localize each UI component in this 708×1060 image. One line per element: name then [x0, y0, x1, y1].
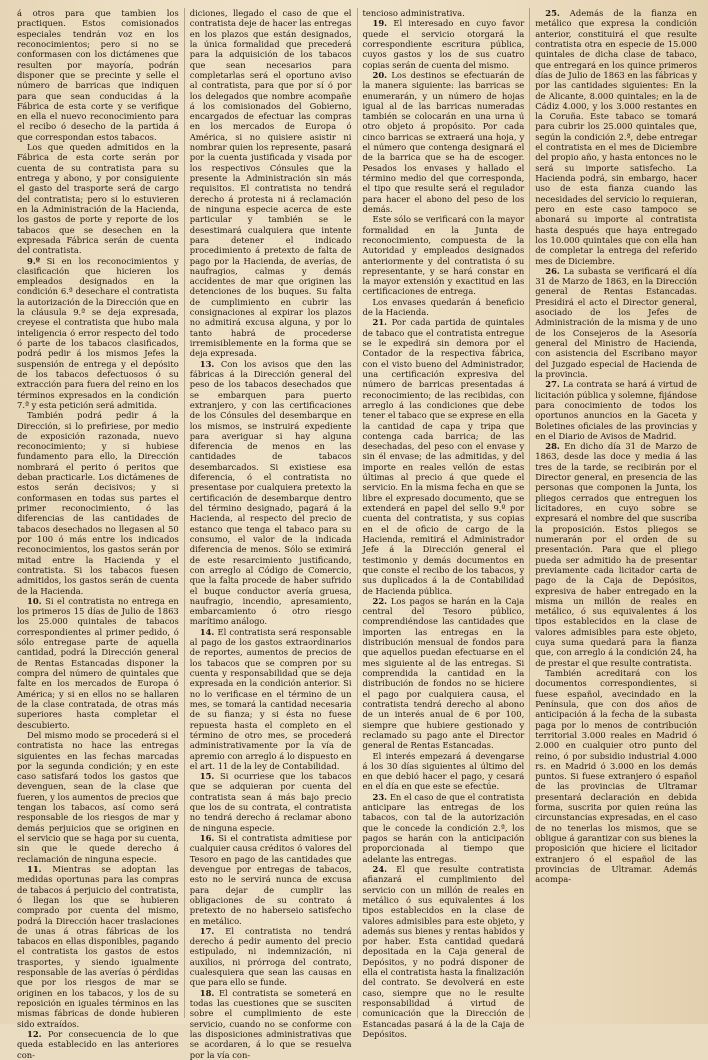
paragraph-text: Si ocurriese que los tabacos que se adquieran por cuenta del contratista sean á más bajo precio que los de su contrata, el contratista no tendrá derecho á reclamar abono de ninguna especie. [189, 771, 352, 833]
paragraph-number: 21. [372, 317, 388, 328]
paragraph [190, 988, 352, 1060]
paragraph-text: También acreditará con los documentos correspondientes, si fuese español, avecindado en la Península, que con dos años de anticipación á la fecha de la subasta paga por lo menos de contribución territorial 3.000 reales en Madrid ó 2.000 en cualquier otro punto del reino, ó por subsidio industrial 4.000 rs. en Madrid ó 3.000 en los demás puntos. Si fuese extranjero ó español de las provincias de Ultramar presentará declaración en debida forma, suscrita por quien reúna las circunstancias expresadas, en el caso de no tenerlas los mismos, que se obligue á garantizar con sus bienes la proposición que hiciere el licitador extranjero ó el español de las provincias de Ultramar. Además acompa- [535, 668, 697, 885]
paragraph [535, 441, 697, 668]
paragraph-text: Los que queden admitidos en la Fábrica de esta corte serán por cuenta de su contratista para su entrega y abono, y por consiguiente el gasto del trasporte será de cargo del contratista; pero si lo estuvieren en la Administración de la Hacienda, los gastos de porte y reporte de los tabacos que se desechen en la expresada Fábrica serán de cuenta del contratista. [17, 142, 179, 256]
paragraph [17, 410, 179, 596]
paragraph-number: 9.º [27, 255, 40, 266]
paragraph-text: El interesado en cuyo favor quede el servicio otorgará la correspondiente escritura pública, cuyos gastos y los de sus cuatro copias serán de cuenta del mismo. [362, 18, 525, 70]
paragraph-number: 28. [545, 441, 560, 452]
paragraph-text: El contratista será responsable al pago de los gastos extraordinarios de reportes, aumentos de precios de los tabacos que se compren por su cuenta y responsabilidad que se deja expresada en la condición anterior. Si no lo verificase en el término de un mes, se tomará la cantidad necesaria de su fianza; y si ésta no fuese repuesta hasta el completo en el término de otro mes, se procederá administrativamente por la vía de apremio con arreglo á lo dispuesto en el art. 11 de la ley de Contabilidad. [189, 626, 352, 771]
column-1 [12, 8, 184, 1060]
paragraph [190, 8, 352, 359]
paragraph-number: 24. [372, 863, 388, 874]
paragraph-text: Los envases quedarán á beneficio de la Hacienda. [362, 296, 525, 318]
paragraph-text: El contratista no tendrá derecho á pedir aumento del precio estipulado, ni indemnización, ni auxilios, ni prórroga del contrato, cualesquiera que sean las causas en que para ello se funde. [189, 925, 352, 988]
paragraph-number: 13. [199, 358, 215, 369]
paragraph-text: En dicho día 31 de Marzo de 1863, desde las doce y media á las tres de la tarde, se recibirán por el Director general, en presencia de las personas que componen la Junta, los pliegos cerrados que entreguen los licitadores, en cuyo sobre se expresará el nombre del que suscriba la proposición. Estos pliegos se numerarán por el orden de su presentación. Para que el pliego pueda ser admitido ha de presentar previamente cada licitador carta de pago de la Caja de Depósitos, expresiva de haber entregado en la misma un millón de reales en metálico, ó sus equivalentes á los tipos establecidos en la clase de valores admisibles para este objeto, cuya suma quedará para la fianza que, con arreglo á la condición 24, ha de prestar el que resulte contratista. [535, 441, 697, 668]
paragraph [363, 864, 525, 1039]
paragraph-text: Si el contratista no entrega en los primeros 15 días de Julio de 1863 los 25.000 quintales de tabacos correspondientes al primer pedido, ó sólo entregase parte de aquella cantidad, podrá la Dirección general de Rentas Estancadas disponer la compra del número de quintales que falte en los mercados de Europa ó América; y si en ellos no se hallaren de la clase contratada, de otras más superiores hasta completar el descubierto. [17, 595, 179, 730]
paragraph-text: diciones, llegado el caso de que el contratista deje de hacer las entregas en los plazos que están designados, la única formalidad que precederá para la adquisición de los tabacos que sean necesarios para completarlas será el oportuno aviso al contratista, para que por sí ó por los delegados que nombre acompañe á los comisionados del Gobierno, encargados de efectuar las compras en los mercados de Europa ó América, si no quisiere asistir ni nombrar quien los represente, pasará por la cuenta justificada y visada por los respectivos Cónsules que la presente la Administración sin más requisitos. El contratista no tendrá derecho á protesta ni á reclamación de ninguna especie acerca de este particular y también se le desestimará cualquiera que intente para detener el indicado procedimiento á pretexto de falta de pago por la Hacienda, de averías, de naufragios, calmas y demás accidentes de mar que originen las detenciones de los buques. Su falta de cumplimiento en cubrir las consignaciones al expirar los plazos no admitirá excusa alguna, y por lo tanto habrá de procederse irremisiblemente en la forma que se deja expresada. [189, 8, 352, 359]
column-3 [357, 8, 530, 1039]
paragraph-text: Los destinos se efectuarán de la manera siguiente: las barricas se enumerarán, y un número de hojas igual al de las barricas numeradas también se colocarán en una urna ú otro objeto á propósito. Por cada cinco barricas se extraerá una hoja, y el número que contenga designará el de la barrica que se ha de escoger. Pesados los envases y hallado el término medio del que corresponda, el tipo que resulte será el regulador para hacer el abono del peso de los demás. [362, 69, 525, 214]
paragraph-text: Además de la fianza en metálico que expresa la condición anterior, constituirá el que resulte contratista otra en especie de 15.000 quintales de dicha clase de tabaco, que entregará en los quince primeros días de Julio de 1863 en las fábricas y por las cantidades siguientes: En la de Alicante, 8.000 quintales; en la de Cádiz 4.000, y los 3.000 restantes en la Coruña. Este tabaco se tomará para cubrir los 25.000 quintales que, según la condición 2.ª, debe entregar el contratista en el mes de Diciembre del propio año, y hasta entonces no le será su importe satisfecho. La Hacienda podrá, sin embargo, hacer uso de esta fianza cuando las necesidades del servicio lo requieran, pero en este caso tampoco se abonará su importe al contratista hasta después que haya entregado los 10.000 quintales que con ella han de completar la entrega del referido mes de Diciembre. [535, 8, 697, 266]
paragraph-text: Si en los reconocimientos y clasificación que hicieren los empleados designados en la condición 6.ª desechare el contratista la autorización de la Dirección que en la cláusula 9.ª se deja expresada, creyese el contratista que hubo mala inteligencia ó error respecto del todo ó parte de los tabacos clasificados, podrá pedir á los mismos Jefes la suspensión de entrega y el depósito de los tabacos defectuosos ó su extracción para fuera del reino en los términos expresados en la condición 7.ª y esta petición será admitida. [17, 255, 179, 410]
paragraph-text: También podrá pedir á la Dirección, si lo prefiriese, por medio de exposición razonada, nuevo reconocimiento; y si hubiese fundamento para ello, la Dirección nombrará el perito ó peritos que deban practicarle. Los dictámenes de estos serán decisivos; y si conformasen en todas sus partes el primer reconocimiento, ó las diferencias de las cantidades de tabacos desechados no llegasen al 50 por 100 ó más entre los indicados reconocimientos, los gastos serán por mitad entre la Hacienda y el contratista. Si los tabacos fuesen admitidos, los gastos serán de cuenta de la Hacienda. [17, 410, 179, 596]
paragraph-text: Por consecuencia de lo que queda establecido en las anteriores con- [17, 1028, 179, 1060]
paragraph-text: La contrata se hará á virtud de licitación pública y solemne, fijándose para conocimiento de todos los oportunos anuncios en la Gaceta y Boletines oficiales de las provincias y en el Diario de Avisos de Madrid. [535, 379, 697, 441]
paragraph [363, 214, 525, 297]
paragraph [363, 297, 525, 318]
paragraph-text: El contratista se someterá en todas las cuestiones que se susciten sobre el cumplimiento de este servicio, cuando no se conforme con las disposiciones administrativas que se acordaren, á lo que se resuelva por la vía con- [189, 987, 352, 1060]
paragraph [363, 8, 525, 18]
paragraph-number: 15. [199, 771, 215, 782]
paragraph [363, 317, 525, 595]
paragraph-text: Del mismo modo se procederá si el contratista no hace las entregas siguientes en las fechas marcadas por la segunda condición; y en este caso satisfará todos los gastos que devenguen, sean de la clase que fueren, y los aumentos de precios que tengan los tabacos, así como será responsable de los riesgos de mar y demás perjuicios que se originen en el servicio que se haga por su cuenta, sin que le quede derecho á reclamación de ninguna especie. [17, 729, 179, 864]
paragraph [17, 1029, 179, 1060]
paragraph [363, 18, 525, 70]
paragraph [535, 668, 697, 885]
paragraph-text: Por cada partida de quintales de tabaco que el contratista entregue se le expedirá sin demora por el Contador de la respectiva fábrica, con el visto bueno del Administrador, una certificación expresiva del número de barricas presentadas á reconocimiento; de las recibidas, con arreglo á las condiciones que debe tener el tabaco que se exprese en ella la cantidad de capa y tripa que contenga cada barrica; de las desechadas, del peso con el envase y sin él envase; de las admitidas, y del importe en reales vellón de estas últimas al precio á que quede el servicio. En la misma fecha en que se libre el expresado documento, que se extenderá en papel del sello 9.º por cuenta del contratista, y sus copias en el de oficio de cargo de la Hacienda, remitirá el Administrador Jefe á la Dirección general el testimonio y demás documentos en que conste el recibo de los tabacos, y sus duplicados á la de Contabilidad de Hacienda pública. [362, 317, 525, 596]
paragraph [535, 379, 697, 441]
paragraph-number: 23. [372, 791, 388, 802]
column-4 [529, 8, 702, 1018]
paragraph [363, 70, 525, 214]
paragraph-number: 27. [545, 379, 560, 390]
paragraph-number: 11. [27, 863, 42, 874]
paragraph-text: La subasta se verificará el día 31 de Marzo de 1863, en la Dirección general de Rentas Estancadas. Presidirá el acto el Director general, asociado de los Jefes de Administración de la misma y de uno de los Consejeros de la Asesoría general del Ministro de Hacienda, con asistencia del Escribano mayor del Juzgado especial de Hacienda de la provincia. [535, 265, 697, 379]
paragraph-number: 19. [372, 18, 388, 29]
paragraph [17, 596, 179, 730]
paragraph-number: 16. [199, 833, 215, 843]
paragraph-text: á otros para que tambien los practiquen. Estos comisionados especiales tendrán voz en los reconocimientos; pero si no se conformasen con los dictámenes que resulten por mayoría, podrán disponer que se precinte y selle el número de barricas que indiquen para que sean conducidas á la Fábrica de esta corte y se verifique en ella el nuevo reconocimiento para el recibo ó desecho de la partida á que correspondan estos tabacos. [17, 8, 179, 142]
paragraph [363, 596, 525, 751]
paragraph-number: 14. [199, 626, 215, 637]
paragraph [190, 359, 352, 627]
paragraph [17, 730, 179, 864]
paragraph-number: 26. [545, 265, 560, 276]
paragraph [363, 751, 525, 792]
paragraph-number: 17. [199, 925, 215, 936]
text-columns [12, 8, 702, 1060]
paragraph [17, 256, 179, 411]
paragraph-number: 20. [372, 69, 388, 80]
paragraph-text: Con los avisos que den las fábricas á la Dirección general del peso de los tabacos desechados que se embarquen para puerto extranjero, y con las certificaciones de los Cónsules del desembarque en los mismos, se instruirá expediente para averiguar si hay alguna diferencia de menos en las cantidades de tabacos desembarcados. Si existiese esa diferencia, ó el contratista no presentase por cualquiera pretexto la certificación de desembarque dentro del término designado, pagará á la Hacienda, al respecto del precio de estanco que tenga el tabaco para su consumo, el valor de la indicada diferencia de menos. Sólo se eximirá de este resarcimiento justificando, con arreglo al Código de Comercio, que la falta procede de haber sufrido el buque conductor avería gruesa, naufragio, incendio, apresamiento, embarcamiento ó otro riesgo marítimo análogo. [189, 358, 352, 627]
paragraph [363, 792, 525, 864]
paragraph-text: Mientras se adoptan las medidas oportunas para las compras de tabacos á perjuicio del contratista, ó llegan los que se hubieren comprado por cuenta del mismo, podrá la Dirección hacer traslaciones de unas á otras fábricas de los tabacos en ellas disponibles, pagando el contratista los gastos de estos trasportes, y siendo igualmente responsable de las averías ó pérdidas que por los riesgos de mar se originen en los tabacos, y los de su reposición en iguales términos en las mismas fábricas de donde hubieren sido extraídos. [17, 863, 179, 1029]
paragraph [535, 266, 697, 379]
paragraph-text: El interés empezará á devengarse á los 30 días siguientes al último del en que debió hacer el pago, y cesará en el día en que este se efectúe. [362, 750, 525, 792]
paragraph [190, 833, 352, 926]
paragraph-text: tencioso administrativa. [362, 8, 465, 18]
paragraph [190, 627, 352, 771]
paragraph [190, 771, 352, 833]
column-2 [184, 8, 357, 1060]
paragraph [190, 926, 352, 988]
paragraph-number: 22. [372, 595, 388, 606]
paragraph-number: 12. [27, 1028, 42, 1039]
paragraph-number: 25. [545, 8, 560, 18]
paragraph-text: Los pagos se harán en la Caja central del Tesoro público, comprendiéndose las cantidades que importen las entregas en la distribución mensual de fondos para que aquellos puedan efectuarse en el mes siguiente al de las entregas. Si comprendida la cantidad en la distribución de fondos no se hiciere el pago por cualquiera causa, el contratista tendrá derecho al abono de un interés anual de 6 por 100, siempre que hubiere gestionado y reclamado su pago ante el Director general de Rentas Estancadas. [362, 595, 525, 751]
paragraph [17, 142, 179, 255]
paragraph-text: El que resulte contratista afianzará el cumplimiento del servicio con un millón de reales en metálico ó sus equivalentes á los tipos establecidos en la clase de valores admisibles para este objeto, y además sus bienes y rentas habidos y por haber. Esta cantidad quedará depositada en la Caja general de Depósitos, y no podrá disponer de ella el contratista hasta la finalización del contrato. Se devolverá en este caso, siempre que no le resulte responsabilidad á virtud de comunicación que la Dirección de Estancadas pasará á la de la Caja de Depósitos. [362, 863, 525, 1039]
paragraph [535, 8, 697, 266]
paragraph-number: 10. [27, 595, 42, 606]
paragraph-number: 18. [199, 987, 215, 998]
paragraph-text: En el caso de que el contratista anticipare las entregas de los tabacos, con tal de la autorización que le concede la condición 2.ª, los pagos se harán con la anticipación proporcionada al tiempo que adelante las entregas. [362, 791, 525, 864]
paragraph [17, 864, 179, 1029]
paragraph [17, 8, 179, 142]
paragraph-text: Si el contratista admitiese por cualquier causa créditos ó valores del Tesoro en pago de las cantidades que devengue por entregas de tabacos, esto no le servirá nunca de excusa para dejar de cumplir las obligaciones de su contrato á pretexto de no haberseio satisfecho en metálico. [189, 833, 352, 926]
paragraph-text: Este sólo se verificará con la mayor formalidad en la Junta de reconocimiento, compuesta de la Autoridad y empleados designados anteriormente y del contratista ó su representante, y se hará constar en la mayor extensión y exactitud en las certificaciones de entrega. [362, 214, 525, 297]
